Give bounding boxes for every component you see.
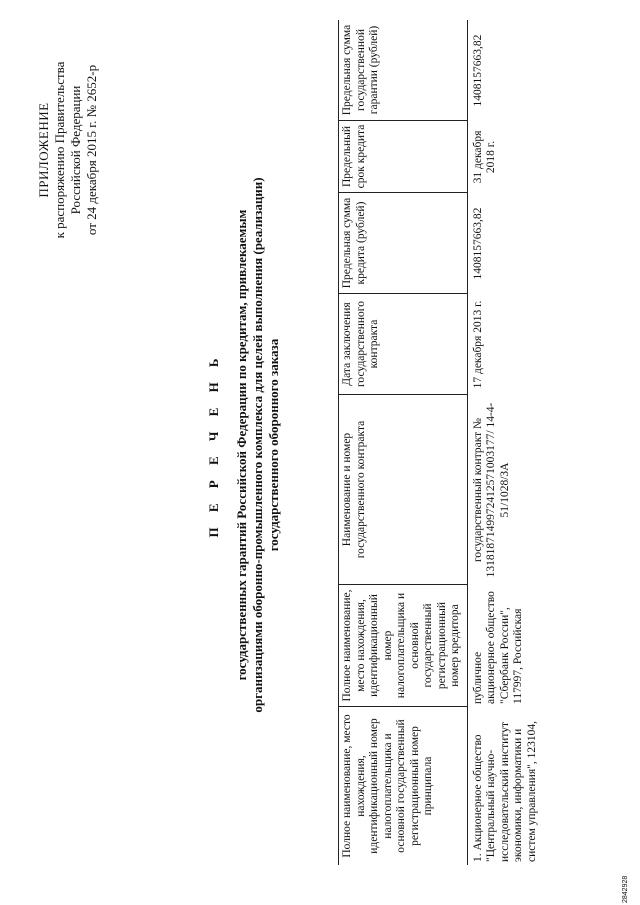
document-heading: [206, 135, 282, 755]
header-credit-amount: Предельная сумма кредита (рублей): [339, 193, 467, 294]
header-creditor: Полное наименование, место нахождения, идентификационный номер налогоплательщика и основной государственный регистрационный номер кредитора: [339, 585, 467, 707]
header-credit-term: Предельный срок кредита: [339, 121, 467, 193]
cell-credit-term: 31 декабря 2018 г.: [471, 130, 497, 184]
appendix-line: Российской Федерации: [68, 85, 83, 215]
header-principal: Полное наименование, место нахождения, идентификационный номер налогоплательщика и основной государственный регистрационный номер принципала: [341, 714, 434, 858]
cell-contract: государственный контракт № 1318187149972412571003177/ 14-4-51/1028/ЗА: [471, 402, 511, 578]
header-contract-date: Дата заключения государственного контракта: [339, 294, 467, 395]
appendix-title: ПРИЛОЖЕНИЕ: [36, 102, 51, 198]
appendix-block: [36, 35, 100, 265]
cell-contract-date: 17 декабря 2013 г.: [471, 300, 484, 389]
table-header-row: [338, 20, 468, 865]
heading-line: государственных гарантий Российской Федерации по кредитам, привлекаемым: [234, 209, 249, 681]
cell-principal: 1. Акционерное общество "Центральный научно-исследовательский институт экономики, информатики и систем управления", 123104,: [471, 721, 538, 862]
guarantee-table: [338, 20, 539, 865]
header-contract: Наименование и номер государственного контракта: [339, 395, 467, 585]
document-stamp: 2842928: [622, 875, 629, 903]
document-title: П Е Р Е Ч Е Н Ь: [206, 352, 221, 538]
heading-line: организациями оборонно-промышленного комплекса для целей выполнения (реализации): [250, 177, 265, 713]
header-guarantee-amount: Предельная сумма государственной гарантии (рублей): [339, 20, 467, 121]
appendix-line: от 24 декабря 2015 г. № 2652-р: [84, 64, 99, 236]
appendix-line: к распоряжению Правительства: [52, 61, 67, 239]
table-row: [468, 20, 540, 865]
cell-guarantee-amount: 1408157663,82: [471, 34, 484, 107]
heading-line: государственного оборонного заказа: [266, 338, 281, 552]
cell-creditor: публичное акционерное общество "Сбербанк России", 117997, Российская: [471, 591, 524, 704]
cell-credit-amount: 1408157663,82: [471, 207, 484, 280]
